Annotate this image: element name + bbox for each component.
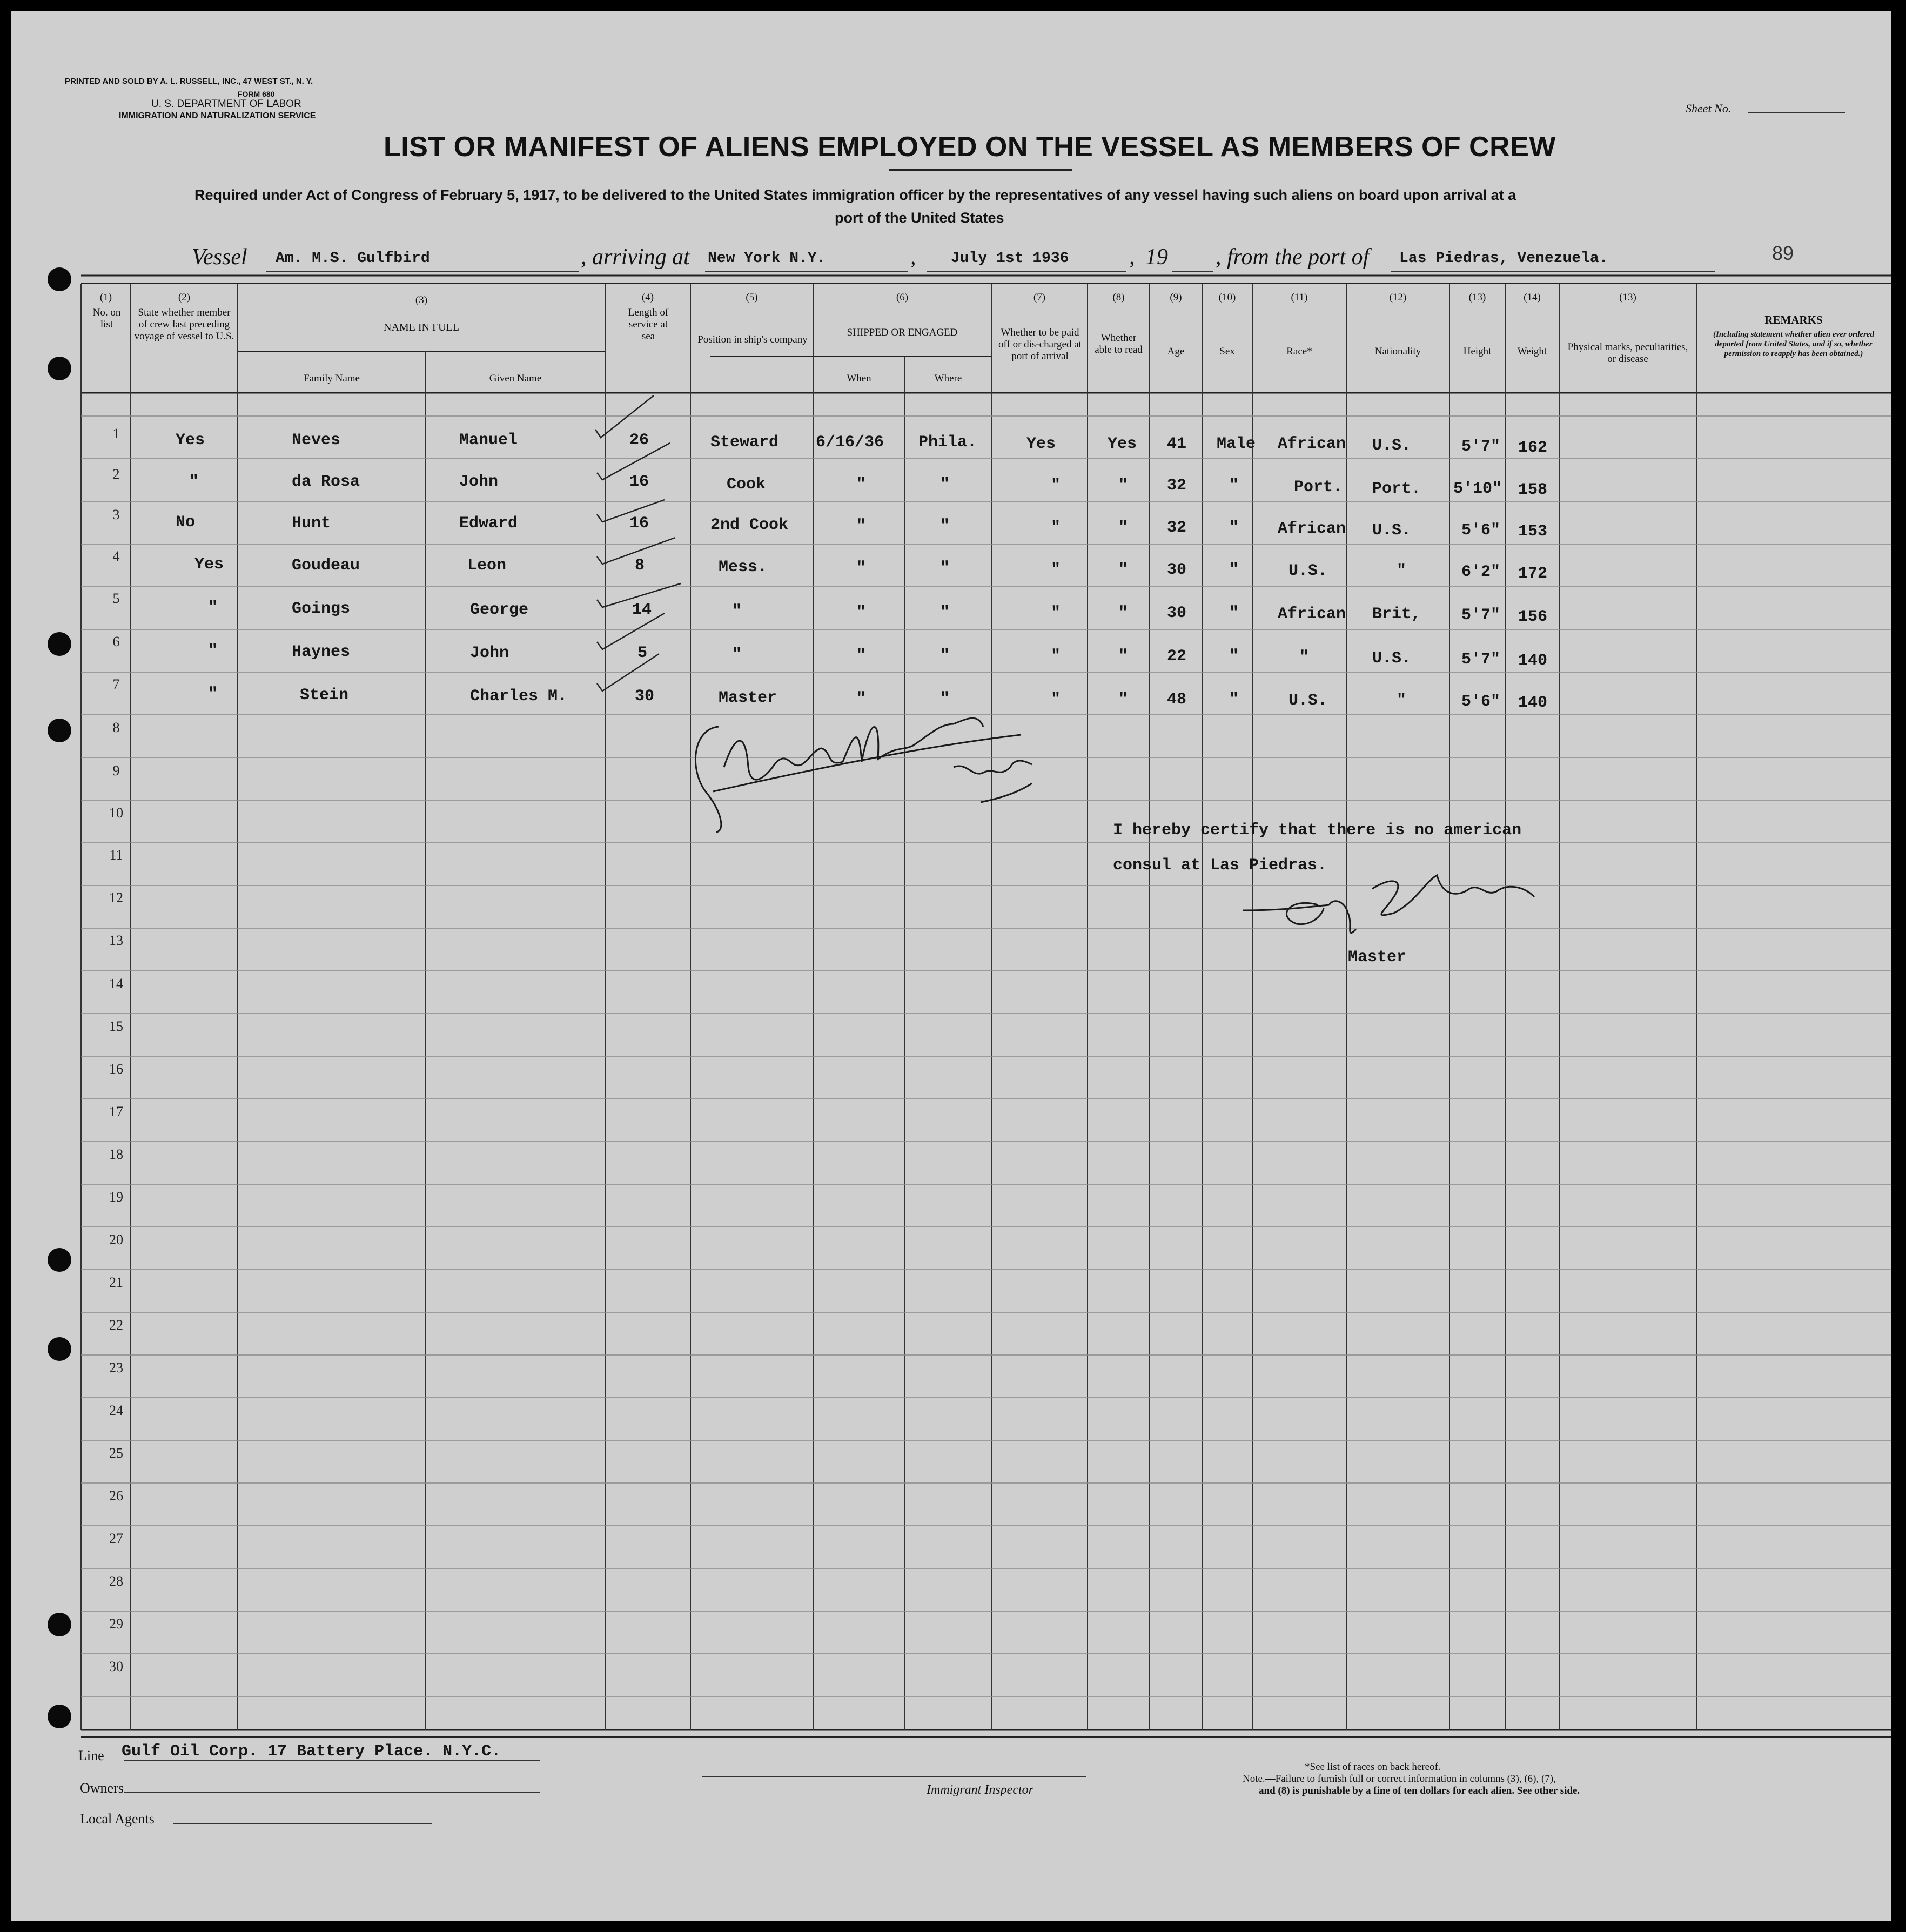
prev-voyage: " — [208, 642, 218, 660]
weight: 140 — [1518, 694, 1548, 712]
row-number: 15 — [109, 1018, 123, 1034]
shipped-when: 6/16/36 — [816, 433, 884, 452]
col-6-header: SHIPPED OR ENGAGED — [847, 327, 958, 338]
prev-voyage: Yes — [176, 431, 205, 450]
owners-label: Owners — [80, 1780, 124, 1796]
col-13-header: Height — [1463, 346, 1492, 357]
sex: Male — [1217, 435, 1256, 453]
row-number: 29 — [109, 1616, 123, 1632]
family-name-header: Family Name — [304, 373, 360, 384]
col-14-header: Weight — [1517, 346, 1547, 357]
family-name: Hunt — [292, 514, 331, 533]
row-number: 4 — [112, 548, 120, 564]
race: U.S. — [1288, 692, 1328, 710]
shipped-where: " — [940, 690, 950, 708]
service-length: 26 — [629, 431, 649, 450]
service-length: 30 — [635, 687, 655, 706]
row-number: 19 — [109, 1189, 123, 1205]
footnote-penalty: Note.—Failure to furnish full or correct information in columns (3), (6), (7), — [1243, 1773, 1556, 1785]
certification-line-2: consul at Las Piedras. — [1113, 856, 1327, 875]
row-number: 17 — [109, 1104, 123, 1119]
row-number: 7 — [112, 676, 120, 692]
row-number: 25 — [109, 1445, 123, 1461]
age: 30 — [1167, 604, 1187, 622]
height: 5'7" — [1461, 650, 1501, 669]
comma: , — [910, 245, 916, 270]
nationality: U.S. — [1372, 437, 1412, 455]
col-5-number: (5) — [746, 292, 758, 303]
height: 5'6" — [1461, 693, 1501, 711]
shipped-when: " — [856, 603, 867, 622]
col-4-number: (4) — [641, 292, 654, 303]
position: " — [732, 602, 742, 621]
sex: " — [1229, 561, 1239, 579]
prev-voyage: Yes — [194, 555, 224, 574]
row-number: 14 — [109, 976, 123, 991]
col-7-header: Whether to be paid off or dis-charged at port of arrival — [998, 327, 1082, 362]
shipped-when: " — [856, 475, 867, 494]
nationality: " — [1397, 692, 1407, 710]
row-number: 9 — [112, 763, 120, 779]
weight: 172 — [1518, 565, 1548, 583]
shipped-where: " — [940, 647, 950, 665]
col-3-header: NAME IN FULL — [384, 321, 459, 333]
nationality: " — [1397, 562, 1407, 580]
col-2-number: (2) — [178, 292, 191, 303]
sheet-number: 89 — [1772, 242, 1794, 264]
race: African — [1278, 605, 1346, 623]
department: U. S. DEPARTMENT OF LABOR — [151, 98, 301, 110]
given-name-header: Given Name — [489, 373, 542, 384]
shipped-when: " — [856, 559, 867, 578]
manifest-sheet — [11, 11, 1891, 1921]
footnote-races: *See list of races on back hereof. — [1305, 1761, 1441, 1773]
position: Master — [719, 689, 777, 707]
subtitle: Required under Act of Congress of February 5, 1917, to be delivered to the United States immigration officer by the representatives of any vessel having such aliens on board upon arrival at a — [194, 187, 1516, 203]
paid-off: " — [1051, 604, 1061, 622]
given-name: John — [459, 473, 499, 491]
master-label: Master — [1348, 948, 1407, 967]
local-agents-label: Local Agents — [80, 1811, 155, 1827]
age: 22 — [1167, 647, 1187, 666]
age: 32 — [1167, 477, 1187, 495]
shipped-when: " — [856, 647, 867, 665]
when-header: When — [847, 373, 871, 384]
shipped-where: " — [940, 517, 950, 535]
service-length: 5 — [637, 644, 648, 662]
row-number: 2 — [112, 466, 120, 482]
remarks-header: REMARKS — [1764, 313, 1823, 326]
prev-voyage: " — [208, 685, 218, 703]
col-11-number: (11) — [1291, 292, 1308, 303]
given-name: Edward — [459, 514, 518, 533]
weight: 156 — [1518, 608, 1548, 626]
family-name: Neves — [292, 431, 341, 450]
sheet-label: Sheet No. — [1686, 102, 1731, 115]
col-4-header: Length of service at sea — [628, 307, 669, 342]
col-12-header: Nationality — [1374, 346, 1421, 357]
vessel-label: Vessel — [192, 245, 247, 270]
age: 41 — [1167, 435, 1187, 453]
shipped-where: " — [940, 475, 950, 494]
row-number: 24 — [109, 1403, 123, 1418]
col-3-number: (3) — [415, 294, 428, 306]
prev-voyage: " — [189, 473, 199, 491]
col-14-number: (14) — [1524, 292, 1541, 303]
service-length: 16 — [629, 514, 649, 533]
height: 5'7" — [1461, 438, 1501, 456]
sex: " — [1229, 519, 1239, 537]
given-name: John — [470, 644, 509, 662]
weight: 162 — [1518, 439, 1548, 457]
row-number: 3 — [112, 507, 120, 522]
position: Steward — [710, 433, 779, 452]
position: Mess. — [719, 558, 768, 576]
able-to-read: " — [1118, 604, 1129, 622]
able-to-read: " — [1118, 690, 1129, 709]
row-number: 23 — [109, 1360, 123, 1376]
departure-port: Las Piedras, Venezuela. — [1399, 250, 1608, 267]
row-number: 22 — [109, 1317, 123, 1333]
family-name: Haynes — [292, 643, 351, 661]
race: " — [1299, 648, 1310, 667]
paid-off: " — [1051, 519, 1061, 537]
paid-off: " — [1051, 690, 1061, 709]
shipped-where: " — [940, 603, 950, 622]
arriving-label: , arriving at — [581, 245, 690, 270]
col-13-number: (13) — [1468, 292, 1486, 303]
col-10-number: (10) — [1218, 292, 1236, 303]
family-name: Stein — [300, 686, 349, 705]
family-name: da Rosa — [292, 473, 360, 491]
certification-line-1: I hereby certify that there is no american — [1113, 821, 1522, 840]
shipped-when: " — [856, 690, 867, 708]
given-name: Charles M. — [470, 687, 568, 706]
col-12-number: (12) — [1389, 292, 1407, 303]
shipped-where: " — [940, 559, 950, 578]
col-1-number: (1) — [99, 292, 112, 303]
given-name: Leon — [467, 556, 507, 575]
col-9-header: Age — [1167, 346, 1185, 357]
paid-off: " — [1051, 647, 1061, 666]
row-number: 1 — [112, 426, 120, 441]
race: U.S. — [1288, 562, 1328, 580]
form-number: FORM 680 — [238, 90, 275, 98]
service: IMMIGRATION AND NATURALIZATION SERVICE — [119, 111, 316, 120]
nationality: U.S. — [1372, 521, 1412, 540]
col-1-header: No. on list — [92, 307, 121, 330]
weight: 140 — [1518, 652, 1548, 670]
inspector-label: Immigrant Inspector — [927, 1783, 1033, 1797]
line-value: Gulf Oil Corp. 17 Battery Place. N.Y.C. — [122, 1742, 501, 1761]
row-number: 21 — [109, 1274, 123, 1290]
line-label: Line — [78, 1748, 104, 1763]
col-6-number: (6) — [896, 292, 909, 303]
service-length: 8 — [635, 556, 645, 575]
row-number: 28 — [109, 1573, 123, 1589]
able-to-read: " — [1118, 477, 1129, 495]
row-number: 10 — [109, 805, 123, 821]
height: 6'2" — [1461, 563, 1501, 581]
age: 48 — [1167, 690, 1187, 709]
arrival-port: New York N.Y. — [708, 250, 826, 267]
col-8-header: Whether able to read — [1095, 332, 1143, 355]
footnote-penalty-2: and (8) is punishable by a fine of ten dollars for each alien. See other side. — [1259, 1785, 1580, 1796]
shipped-where: Phila. — [918, 433, 977, 452]
sex: " — [1229, 604, 1239, 622]
row-number: 11 — [109, 847, 123, 863]
position: " — [732, 646, 742, 664]
row-number: 26 — [109, 1488, 123, 1504]
vessel-name: Am. M.S. Gulfbird — [276, 250, 430, 267]
printer-line: PRINTED AND SOLD BY A. L. RUSSELL, INC., 47 WEST ST., N. Y. — [65, 77, 313, 86]
col-10-header: Sex — [1219, 346, 1235, 357]
age: 32 — [1167, 519, 1187, 537]
prev-voyage: " — [208, 599, 218, 617]
col-2-header: State whether member of crew last preceding voyage of vessel to U.S. — [134, 307, 234, 342]
nationality: U.S. — [1372, 649, 1412, 668]
able-to-read: " — [1118, 519, 1129, 537]
service-length: 14 — [632, 601, 652, 619]
col-7-number: (7) — [1033, 292, 1046, 303]
inspector-signature — [695, 718, 1032, 832]
race: African — [1278, 435, 1346, 453]
nationality: Brit, — [1372, 605, 1421, 623]
weight: 153 — [1518, 522, 1548, 541]
family-name: Goings — [292, 600, 351, 618]
given-name: George — [470, 601, 529, 619]
paid-off: " — [1051, 477, 1061, 495]
paid-off: Yes — [1026, 435, 1056, 453]
row-number: 13 — [109, 933, 123, 948]
col-15-header: Physical marks, peculiarities, or disease — [1567, 341, 1688, 365]
age: 30 — [1167, 561, 1187, 579]
able-to-read: Yes — [1108, 435, 1137, 453]
race: Port. — [1294, 478, 1343, 497]
page-title: LIST OR MANIFEST OF ALIENS EMPLOYED ON THE VESSEL AS MEMBERS OF CREW — [384, 131, 1556, 163]
nationality: Port. — [1372, 480, 1421, 498]
row-number: 30 — [109, 1659, 123, 1674]
comma: , — [1129, 245, 1135, 270]
position: 2nd Cook — [710, 516, 789, 534]
remarks-subheader: (Including statement whether alien ever ordered deported from United States, and if so, whether permission to reapply has been obtained.) — [1713, 330, 1874, 358]
position: Cook — [727, 475, 766, 494]
col-15-number: (13) — [1619, 292, 1636, 303]
col-8-number: (8) — [1112, 292, 1125, 303]
from-port-label: , from the port of — [1216, 245, 1370, 270]
service-length: 16 — [629, 473, 649, 491]
height: 5'6" — [1461, 521, 1501, 540]
shipped-when: " — [856, 517, 867, 535]
row-number: 12 — [109, 890, 123, 905]
col-5-header: Position in ship's company — [697, 334, 808, 345]
row-number: 20 — [109, 1232, 123, 1247]
paid-off: " — [1051, 561, 1061, 579]
row-number: 6 — [112, 634, 120, 649]
sex: " — [1229, 477, 1239, 495]
race: African — [1278, 520, 1346, 538]
prev-voyage: No — [176, 513, 196, 532]
row-number: 5 — [112, 591, 120, 606]
able-to-read: " — [1118, 561, 1129, 579]
col-11-header: Race* — [1286, 346, 1312, 357]
sex: " — [1229, 690, 1239, 709]
master-signature — [1243, 875, 1534, 933]
where-header: Where — [934, 373, 962, 384]
able-to-read: " — [1118, 647, 1129, 666]
row-number: 27 — [109, 1531, 123, 1546]
given-name: Manuel — [459, 431, 518, 450]
arrival-date: July 1st 1936 — [951, 250, 1069, 267]
height: 5'7" — [1461, 606, 1501, 625]
weight: 158 — [1518, 481, 1548, 499]
row-number: 8 — [112, 720, 120, 735]
row-number: 16 — [109, 1061, 123, 1077]
row-number: 18 — [109, 1146, 123, 1162]
family-name: Goudeau — [292, 556, 360, 575]
sex: " — [1229, 647, 1239, 666]
height: 5'10" — [1453, 480, 1502, 498]
year-label: 19 — [1145, 245, 1168, 270]
subtitle-2: port of the United States — [835, 210, 1004, 226]
col-9-number: (9) — [1170, 292, 1182, 303]
